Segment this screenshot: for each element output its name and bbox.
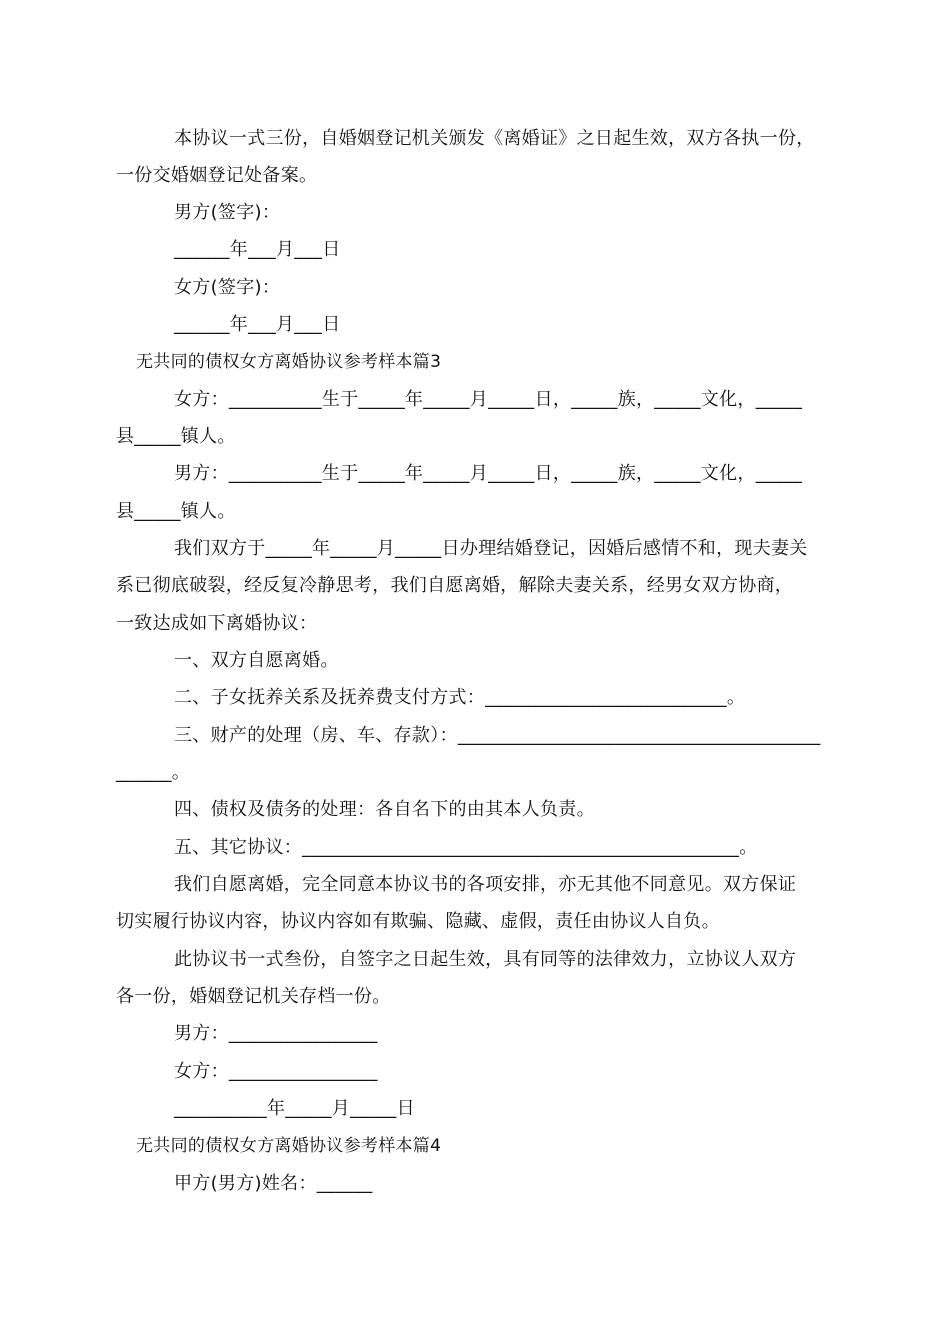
signature-female: 女方：________________ bbox=[174, 1061, 378, 1082]
clause-4: 四、债权及债务的处理：各自名下的由其本人负责。 bbox=[174, 799, 595, 820]
date-line: ______年___月___日 bbox=[174, 314, 341, 335]
clause-1: 一、双方自愿离婚。 bbox=[174, 650, 339, 671]
section-heading: 无共同的债权女方离婚协议参考样本篇3 bbox=[136, 352, 442, 372]
text-line: 本协议一式三份，自婚姻登记机关颁发《离婚证》之日起生效，双方各执一份， bbox=[174, 128, 815, 149]
clause-3-continued: ______。 bbox=[116, 762, 191, 783]
text-line: 一致达成如下离婚协议： bbox=[116, 613, 318, 634]
clause-2: 二、子女抚养关系及抚养费支付方式：__________________________。 bbox=[174, 687, 746, 708]
section-heading: 无共同的债权女方离婚协议参考样本篇4 bbox=[136, 1136, 442, 1156]
text-line: 我们自愿离婚，完全同意本协议书的各项安排，亦无其他不同意见。双方保证 bbox=[174, 874, 797, 895]
text-line: 系已彻底破裂，经反复冷静思考，我们自愿离婚，解除夫妻关系，经男女双方协商， bbox=[116, 575, 794, 596]
text-line: 女方：__________生于_____年_____月_____日，_____族，_____文化，_____ bbox=[174, 389, 803, 410]
text-line: 男方：__________生于_____年_____月_____日，_____族，_____文化，_____ bbox=[174, 463, 803, 484]
text-line: 各一份，婚姻登记机关存档一份。 bbox=[116, 986, 391, 1007]
date-line: ______年___月___日 bbox=[174, 239, 341, 260]
text-line: 县_____镇人。 bbox=[116, 426, 236, 447]
text-line: 此协议书一式叁份，自签字之日起生效，具有同等的法律效力，立协议人双方 bbox=[174, 949, 797, 970]
clause-5: 五、其它协议：_______________________________________________。 bbox=[174, 837, 758, 858]
text-line: 一份交婚姻登记处备案。 bbox=[116, 165, 318, 186]
text-line: 切实履行协议内容，协议内容如有欺骗、隐藏、虚假，责任由协议人自负。 bbox=[116, 911, 720, 932]
party-a-name: 甲方(男方)姓名：______ bbox=[174, 1173, 373, 1194]
signature-male: 男方：________________ bbox=[174, 1023, 378, 1044]
text-line: 我们双方于_____年_____月_____日办理结婚登记，因婚后感情不和，现夫妻关 bbox=[174, 538, 808, 559]
text-line: 县_____镇人。 bbox=[116, 501, 236, 522]
signature-label-male: 男方(签字)： bbox=[174, 202, 281, 223]
date-line: __________年_____月_____日 bbox=[174, 1098, 415, 1119]
clause-3: 三、财产的处理（房、车、存款）：_______________________________________ bbox=[174, 725, 821, 746]
signature-label-female: 女方(签字)： bbox=[174, 277, 281, 298]
